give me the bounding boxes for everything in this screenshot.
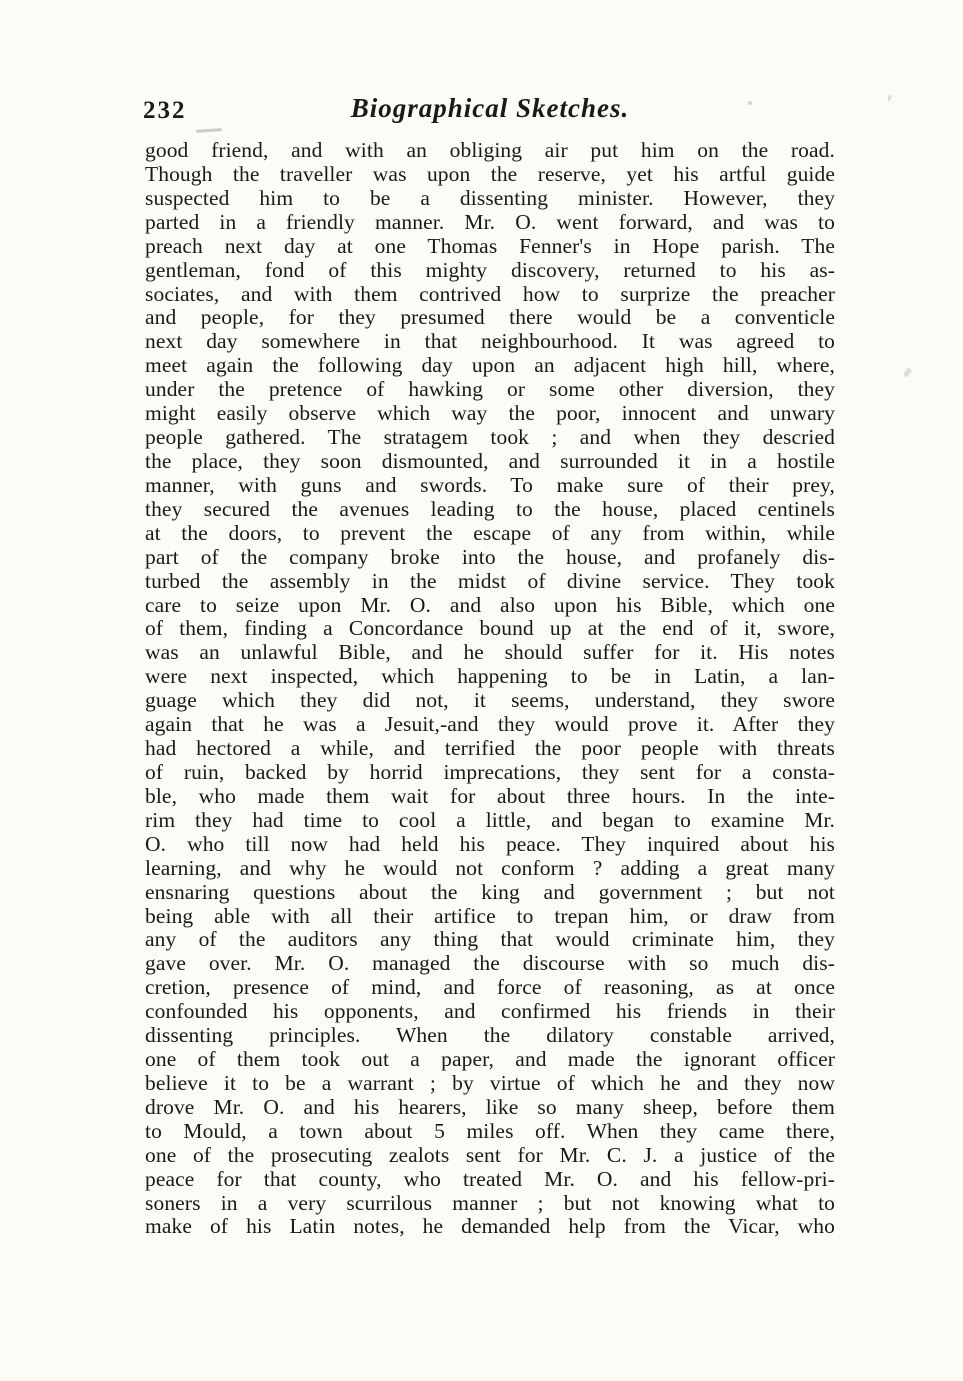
text-line: believe it to be a warrant ; by virtue of which he and they now	[145, 1070, 835, 1095]
text-line: they secured the avenues leading to the house, placed centinels	[145, 496, 835, 521]
text-line: ble, who made them wait for about three hours. In the inte-	[145, 783, 835, 808]
text-line: people gathered. The stratagem took ; and when they descried	[145, 425, 835, 450]
text-line: sociates, and with them contrived how to surprize the preacher	[145, 281, 835, 306]
text-line: under the pretence of hawking or some other diversion, they	[145, 377, 835, 402]
text-line: and people, for they presumed there would be a conventicle	[145, 305, 835, 330]
text-line: drove Mr. O. and his hearers, like so many sheep, before them	[145, 1094, 835, 1119]
page-number: 232	[143, 97, 187, 124]
text-line: had hectored a while, and terrified the poor people with threats	[145, 736, 835, 761]
text-line: of ruin, backed by horrid imprecations, they sent for a consta-	[145, 759, 835, 784]
text-line: turbed the assembly in the midst of divine service. They took	[145, 568, 835, 593]
text-line: guage which they did not, it seems, understand, they swore	[145, 688, 835, 713]
text-line: peace for that county, who treated Mr. O. and his fellow-pri-	[145, 1166, 835, 1191]
text-line: might easily observe which way the poor, innocent and unwary	[145, 401, 835, 426]
text-line: gave over. Mr. O. managed the discourse with so much dis-	[145, 951, 835, 976]
text-line: make of his Latin notes, he demanded help from the Vicar, who	[145, 1214, 835, 1239]
text-line: was an unlawful Bible, and he should suffer for it. His notes	[145, 640, 835, 665]
text-line: next day somewhere in that neighbourhood. It was agreed to	[145, 329, 835, 354]
text-line: learning, and why he would not conform ? adding a great many	[145, 855, 835, 880]
text-line: the place, they soon dismounted, and surrounded it in a hostile	[145, 448, 835, 473]
scan-artifact	[196, 128, 222, 133]
text-line: preach next day at one Thomas Fenner's in Hope parish. The	[145, 233, 835, 258]
text-line: ensnaring questions about the king and government ; but not	[145, 879, 835, 904]
text-line: dissenting principles. When the dilatory constable arrived,	[145, 1023, 835, 1048]
text-line: parted in a friendly manner. Mr. O. went forward, and was to	[145, 209, 835, 234]
text-line: rim they had time to cool a little, and began to examine Mr.	[145, 807, 835, 832]
text-line: of them, finding a Concordance bound up at the end of it, swore,	[145, 616, 835, 641]
text-line: suspected him to be a dissenting minister. However, they	[145, 185, 835, 210]
text-line: good friend, and with an obliging air put him on the road.	[145, 138, 835, 162]
scan-artifact	[903, 367, 912, 377]
text-line: one of the prosecuting zealots sent for Mr. C. J. a justice of the	[145, 1142, 835, 1167]
text-line: manner, with guns and swords. To make sure of their prey,	[145, 472, 835, 497]
text-line: soners in a very scurrilous manner ; but not knowing what to	[145, 1190, 835, 1215]
text-line: part of the company broke into the house, and profanely dis-	[145, 544, 835, 569]
text-line: meet again the following day upon an adjacent high hill, where,	[145, 353, 835, 378]
scan-artifact	[748, 101, 752, 105]
text-line: again that he was a Jesuit,-and they would prove it. After they	[145, 712, 835, 737]
text-line: Though the traveller was upon the reserve, yet his artful guide	[145, 161, 835, 186]
text-line: gentleman, fond of this mighty discovery, returned to his as-	[145, 257, 835, 282]
scan-artifact	[887, 95, 892, 102]
text-line: O. who till now had held his peace. They inquired about his	[145, 831, 835, 856]
text-line: being able with all their artifice to trepan him, or draw from	[145, 903, 835, 928]
text-line: care to seize upon Mr. O. and also upon his Bible, which one	[145, 592, 835, 617]
text-line: one of them took out a paper, and made the ignorant officer	[145, 1047, 835, 1072]
running-title: Biographical Sketches.	[350, 93, 630, 123]
text-line: cretion, presence of mind, and force of reasoning, as at once	[145, 975, 835, 1000]
text-line: to Mould, a town about 5 miles off. When they came there,	[145, 1118, 835, 1143]
text-line: were next inspected, which happening to be in Latin, a lan-	[145, 664, 835, 689]
page-body	[145, 139, 835, 1239]
text-line: any of the auditors any thing that would criminate him, they	[145, 927, 835, 952]
text-line: at the doors, to prevent the escape of any from within, while	[145, 520, 835, 545]
text-line: confounded his opponents, and confirmed his friends in their	[145, 999, 835, 1024]
